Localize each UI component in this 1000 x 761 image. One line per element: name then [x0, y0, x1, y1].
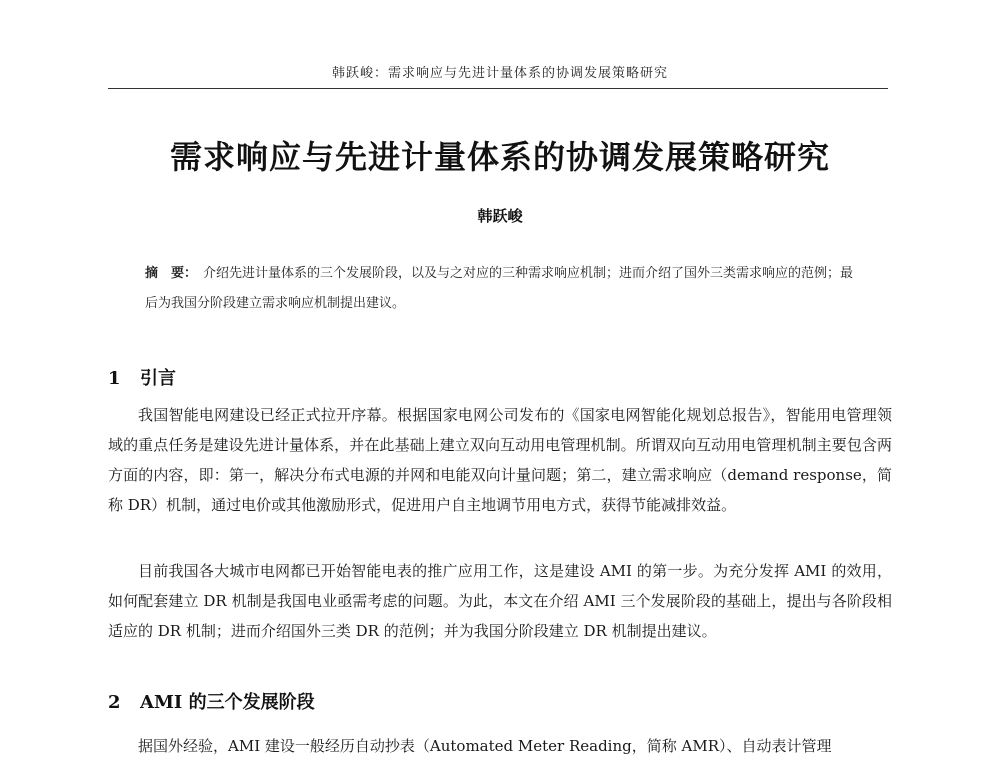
- running-header: 韩跃峻：需求响应与先进计量体系的协调发展策略研究: [331, 66, 668, 81]
- section-title: 引言: [140, 368, 176, 389]
- abstract-text: 介绍先进计量体系的三个发展阶段，以及与之对应的三种需求响应机制；进而介绍了国外三类需求响应的范例；最后为我国分阶段建立需求响应机制提出建议。: [145, 266, 854, 311]
- section-number: 1: [108, 368, 121, 389]
- paper-title: 需求响应与先进计量体系的协调发展策略研究: [169, 138, 830, 176]
- author-name: 韩跃峻: [477, 207, 523, 225]
- paragraph: 据国外经验，AMI 建设一般经历自动抄表（Automated Meter Reading，简称 AMR）、自动表计管理: [138, 737, 832, 755]
- header-rule: [108, 88, 888, 89]
- section-heading-introduction: [108, 364, 176, 390]
- section-title: AMI 的三个发展阶段: [140, 692, 315, 713]
- section-heading-ami-stages: [108, 688, 315, 714]
- paragraph: 目前我国各大城市电网都已开始智能电表的推广应用工作，这是建设 AMI 的第一步。为充分发挥 AMI 的效用，如何配套建立 DR 机制是我国电业亟需考虑的问题。为此，本文在介绍 AMI 三个发展阶段的基础上，提出与各阶段相适应的 DR 机制；进而介绍国外三类 DR 的范例；并为我国分阶段建立 DR 机制提出建议。: [108, 562, 892, 640]
- abstract-label: 摘 要：: [145, 266, 198, 281]
- paragraph: 我国智能电网建设已经正式拉开序幕。根据国家电网公司发布的《国家电网智能化规划总报告》，智能用电管理领域的重点任务是建设先进计量体系，并在此基础上建立双向互动用电管理机制。所谓双向互动用电管理机制主要包含两方面的内容，即：第一，解决分布式电源的并网和电能双向计量问题；第二，建立需求响应（demand response，简称 DR）机制，通过电价或其他激励形式，促进用户自主地调节用电方式，获得节能减排效益。: [108, 406, 892, 514]
- abstract: [145, 259, 865, 319]
- section-number: 2: [108, 692, 121, 713]
